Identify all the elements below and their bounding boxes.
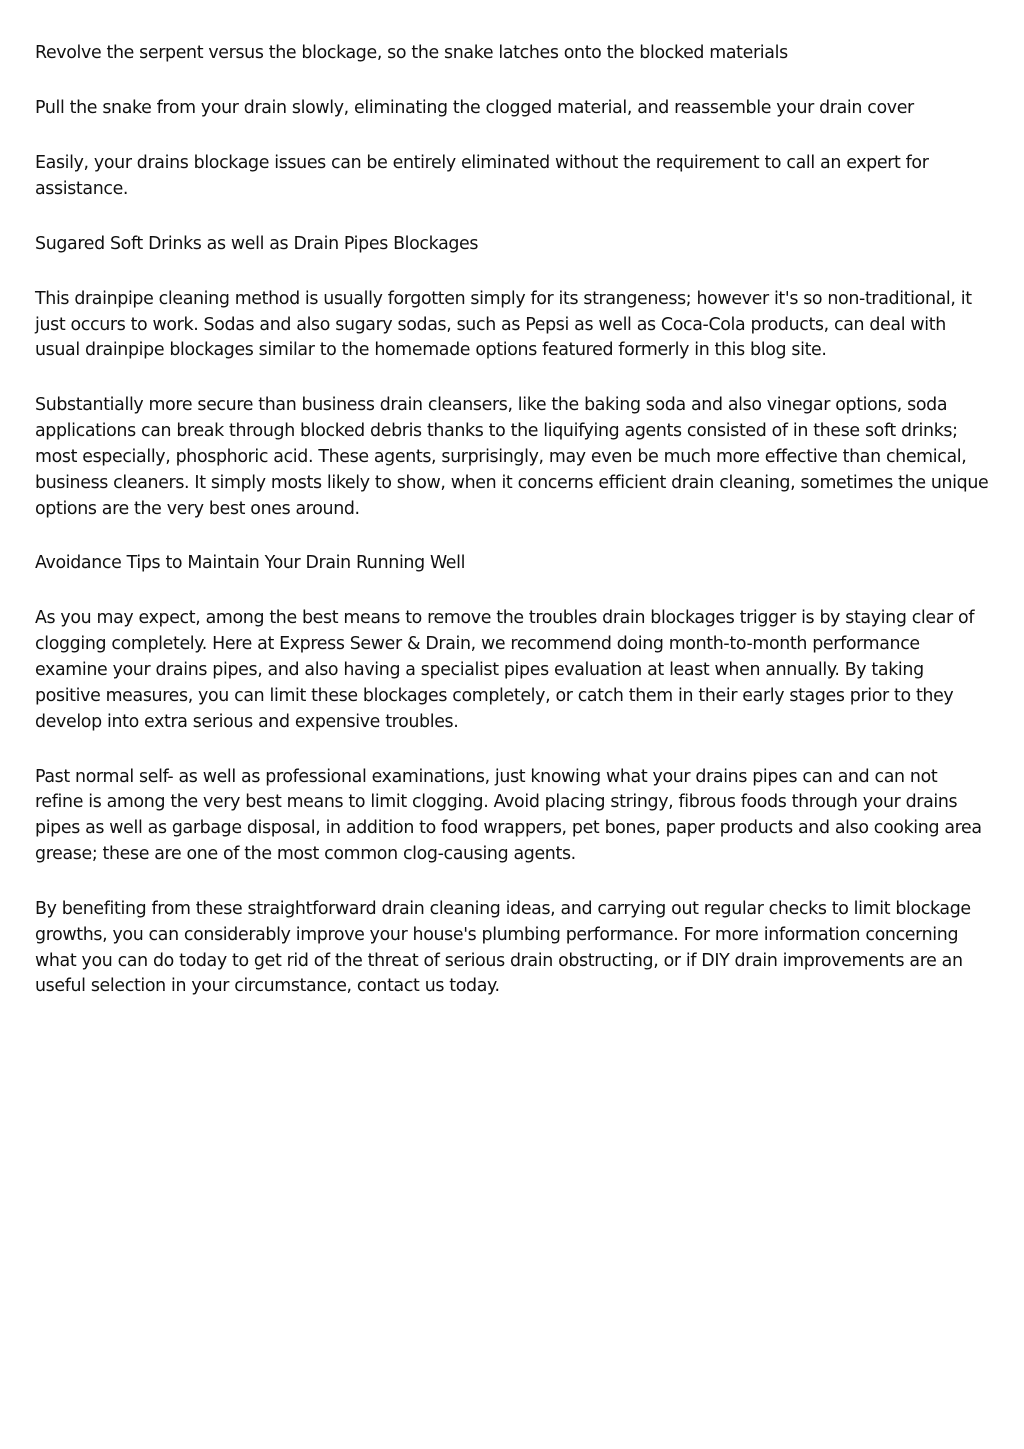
section-heading-avoidance-tips: Avoidance Tips to Maintain Your Drain Running Well (35, 553, 466, 574)
document-page (35, 41, 990, 1029)
paragraph-blockage-eliminated: Easily, your drains blockage issues can be entirely eliminated without the requirement to call an expert for assistance. (35, 152, 929, 199)
paragraph-pull-snake: Pull the snake from your drain slowly, eliminating the clogged material, and reassemble your drain cover (35, 97, 914, 118)
paragraph-conclusion: By benefiting from these straightforward drain cleaning ideas, and carrying out regular checks to limit blockage growths, you can considerably improve your house's plumbing performance. For more information concerning what you can do today to get rid of the threat of serious drain obstructing, or if DIY drain improvements are an useful selection in your circumstance, contact us today. (35, 899, 971, 997)
paragraph-avoid-clogging: As you may expect, among the best means to remove the troubles drain blockages trigger is by staying clear of clogging completely. Here at Express Sewer & Drain, we recommend doing month-to-month performance examine your drains pipes, and also having a specialist pipes evaluation at least when annually. By taking positive measures, you can limit these blockages completely, or catch them in their early stages prior to they develop into extra serious and expensive troubles. (35, 608, 975, 732)
paragraph-drainpipe-cleaning-method: This drainpipe cleaning method is usually forgotten simply for its strangeness; however it's so non-traditional, it just occurs to work. Sodas and also sugary sodas, such as Pepsi as well as Coca-Cola products, can deal with usual drainpipe blockages similar to the homemade options featured formerly in this blog site. (35, 288, 972, 361)
paragraph-revolve-snake: Revolve the serpent versus the blockage, so the snake latches onto the blocked materials (35, 43, 788, 63)
paragraph-soda-applications: Substantially more secure than business drain cleansers, like the baking soda and also vinegar options, soda applications can break through blocked debris thanks to the liquifying agents consisted of in these soft drinks; most especially, phosphoric acid. These agents, surprisingly, may even be much more effective than chemical, business cleaners. It simply mosts likely to show, when it concerns efficient drain cleaning, sometimes the unique options are the very best ones around. (35, 395, 989, 519)
paragraph-examinations: Past normal self- as well as professional examinations, just knowing what your drains pipes can and can not refine is among the very best means to limit clogging. Avoid placing stringy, fibrous foods through your drains pipes as well as garbage disposal, in addition to food wrappers, pet bones, paper products and also cooking area grease; these are one of the most common clog-causing agents. (35, 766, 982, 865)
section-heading-soft-drinks: Sugared Soft Drinks as well as Drain Pipes Blockages (35, 233, 479, 254)
